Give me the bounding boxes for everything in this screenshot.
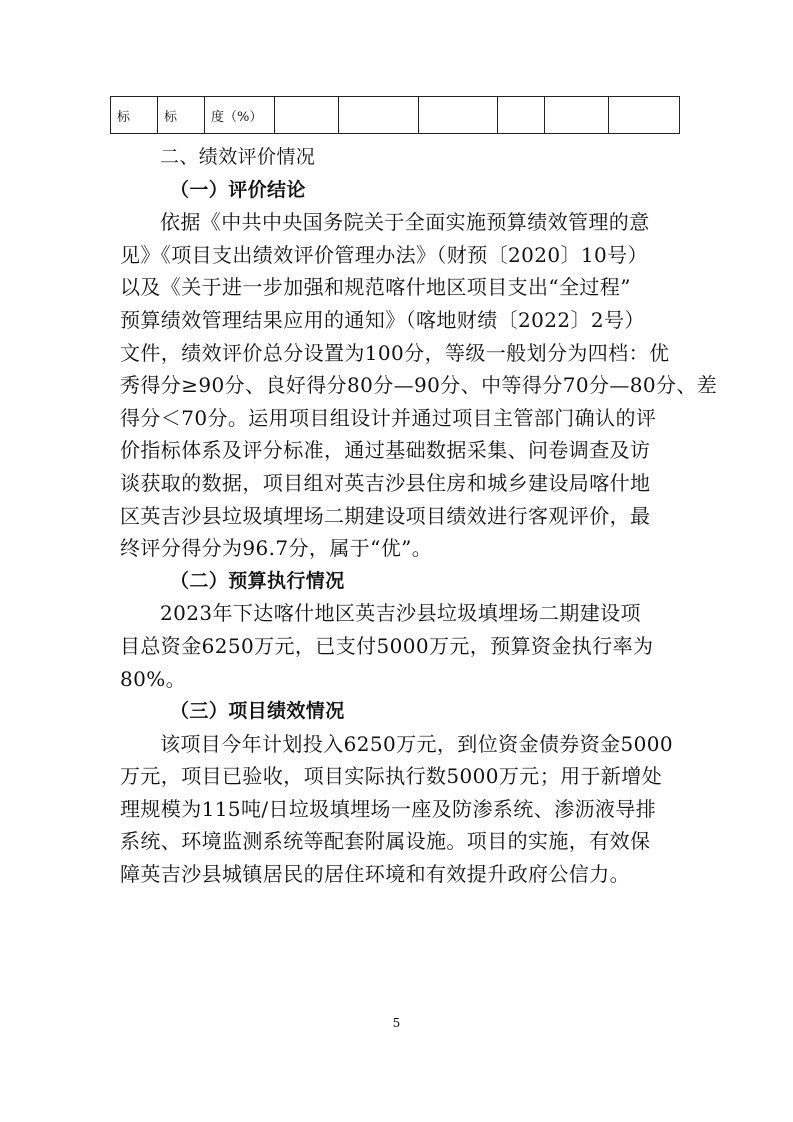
paragraph-line: 得分＜70分。运用项目组设计并通过项目主管部门确认的评 <box>120 405 657 430</box>
indicator-table-fragment <box>110 96 680 134</box>
table-row <box>111 97 680 134</box>
paragraph-line: 目总资金6250万元，已支付5000万元，预算资金执行率为 <box>120 633 654 658</box>
table-cell: 度（%） <box>205 97 275 134</box>
paragraph-line: 80%。 <box>120 666 187 691</box>
paragraph-line: 谈获取的数据，项目组对英吉沙县住房和城乡建设局喀什地 <box>120 470 651 495</box>
table-cell: 标 <box>111 97 158 134</box>
table-cell <box>419 97 498 134</box>
subsection-heading-performance: （三）项目绩效情况 <box>170 700 345 723</box>
page-number: 5 <box>392 1016 401 1030</box>
paragraph-line: 见》《项目支出绩效评价管理办法》（财预〔2020〕10号） <box>120 242 648 267</box>
table-cell <box>545 97 609 134</box>
table-cell <box>275 97 339 134</box>
paragraph-line: 万元，项目已验收，项目实际执行数5000万元；用于新增处 <box>120 764 663 789</box>
paragraph-line: 终评分得分为96.7分，属于“优”。 <box>120 536 433 561</box>
document-body <box>120 141 718 891</box>
section-heading: 二、绩效评价情况 <box>160 146 316 168</box>
paragraph-line: 以及《关于进一步加强和规范喀什地区项目支出“全过程” <box>120 275 631 300</box>
subsection-heading-conclusion: （一）评价结论 <box>170 178 306 201</box>
table-cell <box>339 97 419 134</box>
paragraph-line: 理规模为115吨/日垃圾填埋场一座及防渗系统、渗沥液导排 <box>120 796 657 821</box>
paragraph-line: 区英吉沙县垃圾填埋场二期建设项目绩效进行客观评价，最 <box>120 503 651 528</box>
paragraph-line: 2023年下达喀什地区英吉沙县垃圾填埋场二期建设项 <box>160 601 641 626</box>
paragraph-line: 文件，绩效评价总分设置为100分，等级一般划分为四档：优 <box>120 340 670 365</box>
paragraph-line: 障英吉沙县城镇居民的居住环境和有效提升政府公信力。 <box>120 862 630 887</box>
table-cell: 标 <box>158 97 205 134</box>
paragraph-line: 依据《中共中央国务院关于全面实施预算绩效管理的意 <box>160 210 650 235</box>
paragraph-line: 系统、环境监测系统等配套附属设施。项目的实施，有效保 <box>120 829 651 854</box>
subsection-heading-budget: （二）预算执行情况 <box>170 569 345 592</box>
paragraph-line: 预算绩效管理结果应用的通知》（喀地财绩〔2022〕2号） <box>120 307 645 332</box>
paragraph-line: 价指标体系及评分标准，通过基础数据采集、问卷调查及访 <box>120 438 651 463</box>
paragraph-line: 秀得分≥90分、良好得分80分—90分、中等得分70分—80分、差 <box>120 373 718 398</box>
paragraph-line: 该项目今年计划投入6250万元，到位资金债券资金5000 <box>160 731 673 756</box>
table-cell <box>609 97 680 134</box>
table-cell <box>498 97 545 134</box>
